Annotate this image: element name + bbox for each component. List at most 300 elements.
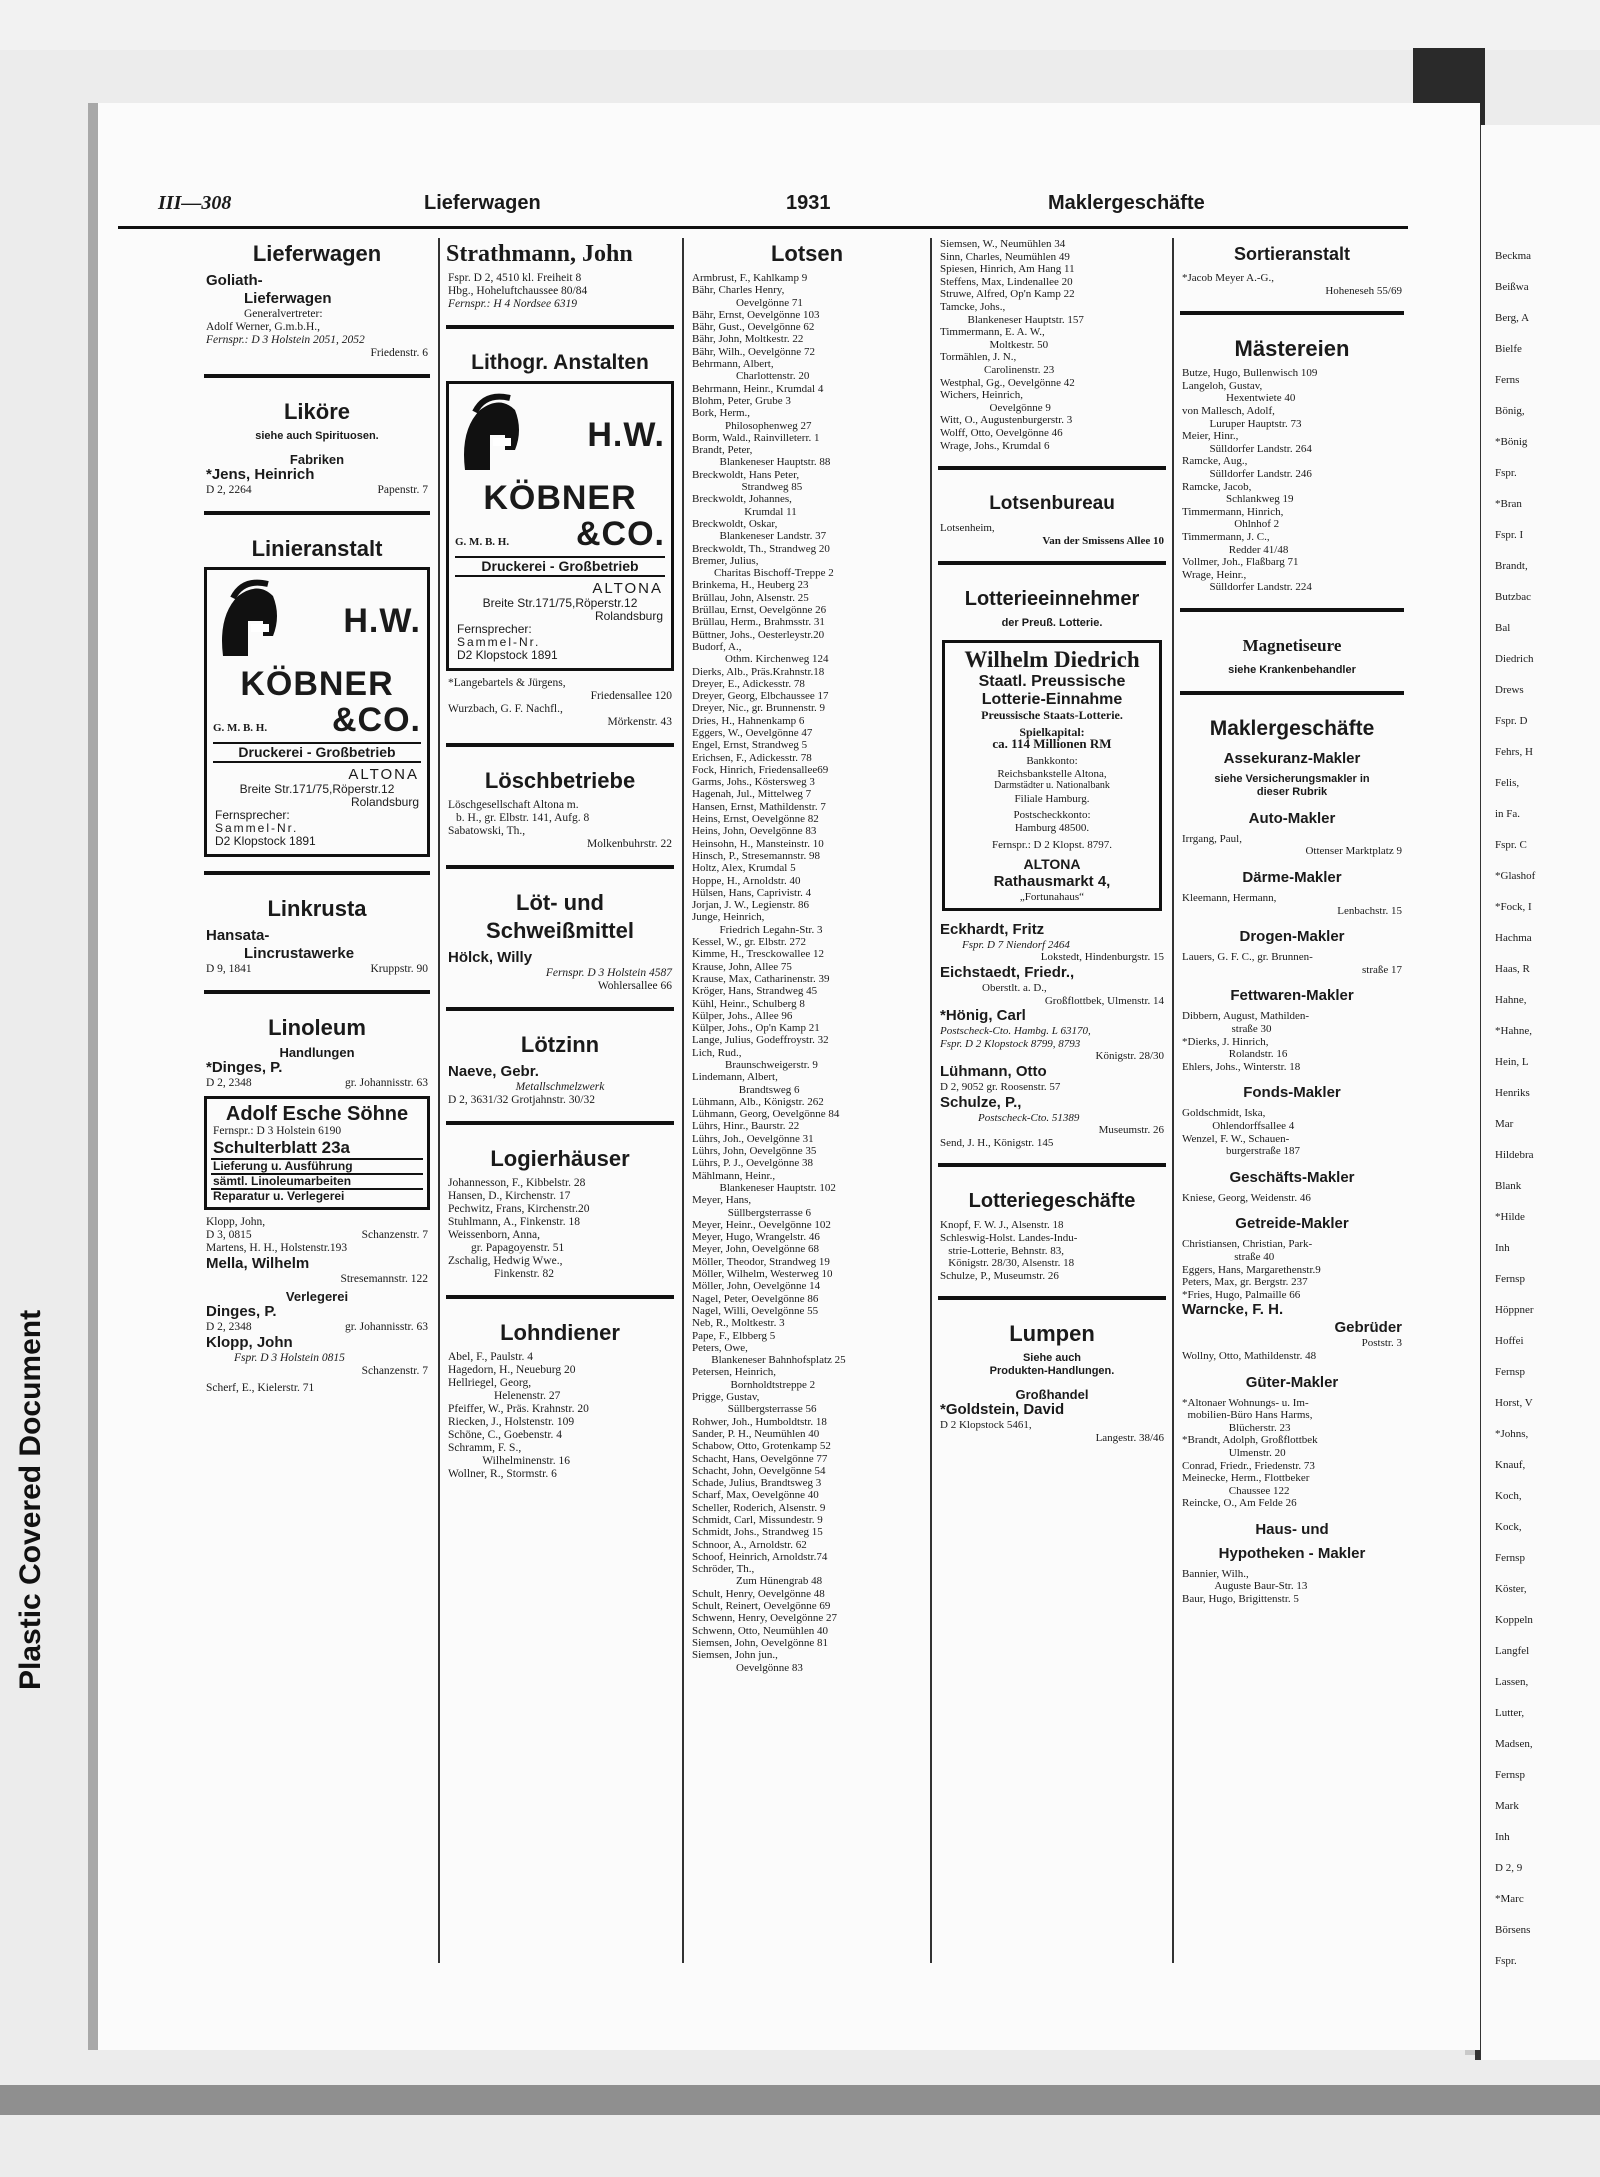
entry-line: Ottenser Marktplatz 9 xyxy=(1305,845,1402,858)
list-entry: Schleswig-Holst. Landes-Indu- xyxy=(940,1231,1078,1244)
entry-name: Hölck, Willy xyxy=(448,949,533,966)
lotse-entry: Bähr, John, Moltkestr. 22 xyxy=(692,333,804,346)
list-entry: Luruper Hauptstr. 73 xyxy=(1182,417,1302,430)
entry-line: Generalvertreter: xyxy=(244,308,323,320)
ad-line: Reichsbankstelle Altona, xyxy=(997,767,1107,780)
right-page-fragment-line: Blank xyxy=(1495,1180,1522,1192)
entry-line: Scherf, E., Kielerstr. 71 xyxy=(206,1382,315,1394)
lotse-entry: Strandweg 85 xyxy=(692,481,803,494)
fettwaren-list xyxy=(1180,1010,1404,1073)
lotse-entry: Dreyer, E., Adickesstr. 78 xyxy=(692,677,805,690)
entry-line: Metallschmelzwerk xyxy=(515,1081,605,1093)
entry-line: Schanzenstr. 7 xyxy=(361,1365,428,1377)
lotse-entry: Dreyer, Georg, Elbchaussee 17 xyxy=(692,690,829,703)
column-rule xyxy=(682,238,684,1963)
phone-number: D 2, 2264 xyxy=(206,484,252,496)
list-entry: strie-Lotterie, Behnstr. 83, xyxy=(940,1244,1065,1257)
entry-line: Hoheneseh 55/69 xyxy=(1325,284,1402,297)
lotse-entry: Krause, John, Allee 75 xyxy=(692,960,792,973)
lotse-entry: Holtz, Alex, Krumdal 5 xyxy=(692,862,796,875)
ad-firm-hw: H.W. xyxy=(343,602,421,640)
entry-line xyxy=(204,1321,430,1334)
section-divider xyxy=(446,1295,674,1299)
right-page-fragment-line: *Bran xyxy=(1495,498,1522,510)
lotse-entry: Blankeneser Bahnhofsplatz 25 xyxy=(692,1354,846,1367)
list-entry: Ehlers, Johs., Winterstr. 18 xyxy=(1182,1060,1301,1073)
entry-line: D 2, 9052 gr. Roosenstr. 57 xyxy=(940,1080,1061,1093)
lotse-entry: Philosophenweg 27 xyxy=(692,419,812,432)
entry-line: b. H., gr. Elbstr. 141, Aufg. 8 xyxy=(456,812,590,824)
list-entry: Schöne, C., Goebenstr. 4 xyxy=(448,1429,563,1441)
entry-line: Lokstedt, Hindenburgstr. 15 xyxy=(1040,951,1164,964)
lotse-entry: Dries, H., Hahnenkamp 6 xyxy=(692,714,805,727)
ad-line: Bankkonto: xyxy=(1026,755,1078,768)
lotse-entry: Schmidt, Johs., Strandweg 15 xyxy=(692,1526,823,1539)
right-page-fragment-line: Köster, xyxy=(1495,1583,1527,1595)
entry-line xyxy=(204,484,430,497)
lotse-entry: Behrmann, Heinr., Krumdal 4 xyxy=(692,382,824,395)
right-page-fragment-line: Inh xyxy=(1495,1831,1510,1843)
lotse-entry: Brandt, Peter, xyxy=(692,444,753,457)
lotse-entry: Heins, Ernst, Oevelgönne 82 xyxy=(692,813,819,826)
lotse-entry: Schacht, Hans, Oevelgönne 77 xyxy=(692,1452,828,1465)
lotse-entry: Schade, Julius, Brandtsweg 3 xyxy=(692,1477,822,1490)
lotse-entry: Rohwer, Joh., Humboldtstr. 18 xyxy=(692,1415,827,1428)
lotse-entry: Blankeneser Hauptstr. 157 xyxy=(940,313,1084,326)
section-divider xyxy=(446,743,674,747)
lotse-entry: Lührs, Joh., Oevelgönne 31 xyxy=(692,1132,814,1145)
lotse-entry: Lührs, John, Oevelgönne 35 xyxy=(692,1145,817,1158)
ad-firm-co: &CO. xyxy=(576,515,665,553)
section-divider xyxy=(446,865,674,869)
ad-firm-koebner: KÖBNER xyxy=(240,665,394,703)
lotse-entry: Breckwoldt, Johannes, xyxy=(692,493,792,506)
entry-name: Klopp, John xyxy=(206,1334,293,1351)
right-page-fragment-line: Bal xyxy=(1495,622,1511,634)
list-entry: Bannier, Wilh., xyxy=(1182,1567,1249,1580)
list-entry: gr. Papagoyenstr. 51 xyxy=(448,1242,565,1254)
lotse-entry: Breckwoldt, Oskar, xyxy=(692,517,778,530)
column-rule xyxy=(438,238,440,1963)
ad-line: ca. 114 Millionen RM xyxy=(992,736,1112,752)
list-entry: Meinecke, Herm., Flottbeker xyxy=(1182,1472,1310,1485)
lotse-entry: Armbrust, F., Kahlkamp 9 xyxy=(692,272,808,284)
lotse-entry: Büttner, Johs., Oesterleystr.20 xyxy=(692,628,825,641)
right-page-fragment-line: Fernsp xyxy=(1495,1552,1525,1564)
ad-phone: Fernsprecher: xyxy=(457,623,532,636)
column-1 xyxy=(204,238,430,1998)
entry-line xyxy=(204,963,430,976)
lotse-entry: Mählmann, Heinr., xyxy=(692,1169,776,1182)
lotse-entry: Hoppe, H., Arnoldstr. 40 xyxy=(692,874,801,887)
entry-line: Friedenstr. 6 xyxy=(370,347,428,359)
lotse-entry: Charitas Bischoff-Treppe 2 xyxy=(692,567,834,580)
entry-line: Lenbachstr. 15 xyxy=(1337,904,1402,917)
list-entry: Abel, F., Paulstr. 4 xyxy=(448,1351,534,1363)
ad-address: Breite Str.171/75,Röperstr.12 xyxy=(482,597,638,610)
list-entry: Goldschmidt, Iska, xyxy=(1182,1107,1266,1120)
list-entry: Zschalig, Hedwig Wwe., xyxy=(448,1255,563,1267)
page-header xyxy=(118,190,1408,229)
lotse-entry: Wichers, Heinrich, xyxy=(940,389,1023,402)
lotse-entry: Süllbergsterrasse 56 xyxy=(692,1403,817,1416)
entry-name: Eckhardt, Fritz xyxy=(940,920,1045,938)
right-page-fragment-line: *Hilde xyxy=(1495,1211,1525,1223)
haus-list xyxy=(1180,1568,1404,1606)
list-entry: Hagedorn, H., Neueburg 20 xyxy=(448,1364,576,1376)
right-page-fragment-line: Felis, xyxy=(1495,777,1520,789)
lotse-entry: Borm, Wald., Rainvilleterr. 1 xyxy=(692,431,820,444)
phone-number: D 2, 2348 xyxy=(206,1321,252,1333)
lotse-entry: Schacht, John, Oevelgönne 54 xyxy=(692,1464,826,1477)
subsection-title: Fonds-Makler xyxy=(1243,1084,1341,1102)
list-entry: Baur, Hugo, Brigittenstr. 5 xyxy=(1182,1593,1299,1606)
right-page-fragment-line: Hoffei xyxy=(1495,1335,1524,1347)
ad-line: Hamburg 48500. xyxy=(1014,822,1090,835)
lotse-entry: Tormählen, J. N., xyxy=(940,351,1017,364)
entry-line: Friedensallee 120 xyxy=(590,690,672,702)
list-entry: Auguste Baur-Str. 13 xyxy=(1182,1580,1308,1593)
list-entry: Dibbern, August, Mathilden- xyxy=(1182,1010,1310,1023)
ad-city: ALTONA xyxy=(592,581,663,597)
list-entry: Ohlnhof 2 xyxy=(1182,518,1280,531)
subsection-title: Fettwaren-Makler xyxy=(1230,987,1354,1005)
lotse-entry: Scharf, Max, Oevelgönne 40 xyxy=(692,1489,819,1502)
section-title: Lotteriegeschäfte xyxy=(968,1190,1136,1213)
lotse-entry: Spiesen, Hinrich, Am Hang 11 xyxy=(940,263,1075,276)
entry-line: Adolf Werner, G.m.b.H., xyxy=(206,321,321,333)
esche-advertisement xyxy=(204,1096,430,1210)
lotse-entry: Siemsen, John, Oevelgönne 81 xyxy=(692,1636,828,1649)
entry-line: Fspr. D 3 Holstein 0815 xyxy=(234,1352,345,1364)
lotse-entry: Erichsen, F., Adickesstr. 78 xyxy=(692,751,812,764)
right-page-fragment-line: D 2, 9 xyxy=(1495,1862,1523,1874)
list-entry: Redder 41/48 xyxy=(1182,543,1289,556)
lotse-entry: Külper, Johs., Allee 96 xyxy=(692,1009,793,1022)
lotse-entry: Neb, R., Moltkestr. 3 xyxy=(692,1317,785,1330)
ad-line: Reparatur u. Verlegerei xyxy=(211,1188,423,1203)
subsection-title: Güter-Makler xyxy=(1245,1373,1339,1391)
section-divider xyxy=(1180,311,1404,315)
lotse-entry: Kröger, Hans, Strandweg 45 xyxy=(692,985,818,998)
ad-logo-row xyxy=(455,390,665,480)
section-title: Lumpen xyxy=(1009,1321,1095,1347)
entry-line: Postscheck-Cto. 51389 xyxy=(978,1111,1080,1124)
ad-tagline: Druckerei - Großbetrieb xyxy=(213,742,421,763)
lotse-entry: Lindemann, Albert, xyxy=(692,1071,778,1084)
scan-top-margin xyxy=(0,0,1600,50)
right-page-fragment-line: Fernsp xyxy=(1495,1366,1525,1378)
lotsen-list xyxy=(690,272,924,1674)
right-page-text xyxy=(1481,125,1600,1968)
entry-line: Königstr. 28/30 xyxy=(1095,1050,1164,1063)
entry-line: Fernspr. D 3 Holstein 4587 xyxy=(545,967,672,979)
entry-name: *Hönig, Carl xyxy=(940,1007,1026,1025)
ad-firm: Wilhelm Diedrich xyxy=(964,647,1140,673)
entry-line: D 2, 3631/32 Grotjahnstr. 30/32 xyxy=(448,1094,595,1106)
section-title: Linoleum xyxy=(268,1015,366,1040)
entry-line: Irrgang, Paul, xyxy=(1182,832,1242,845)
subsection-title: Auto-Makler xyxy=(1248,809,1336,827)
address: Kruppstr. 90 xyxy=(370,963,428,975)
right-page-fragment-line: Berg, A xyxy=(1495,312,1530,324)
ad-firm-co: &CO. xyxy=(332,701,421,739)
right-page-fragment-line: Haas, R xyxy=(1495,963,1530,975)
section-subtitle: siehe auch Spirituosen. xyxy=(255,430,379,442)
right-page-fragment-line: Fehrs, H xyxy=(1495,746,1533,758)
lotsen-continued-list xyxy=(938,238,1166,452)
section-subtitle: Produkten-Handlungen. xyxy=(989,1365,1115,1378)
lotse-entry: Nagel, Peter, Oevelgönne 86 xyxy=(692,1292,819,1305)
list-entry: Chaussee 122 xyxy=(1182,1484,1290,1497)
lotse-entry: Othm. Kirchenweg 124 xyxy=(692,653,829,666)
right-page-fragment-line: *Hahne, xyxy=(1495,1025,1532,1037)
entry-line: Wollny, Otto, Mathildenstr. 48 xyxy=(1182,1349,1317,1362)
list-entry: Wenzel, F. W., Schauen- xyxy=(1182,1132,1290,1145)
header-year: 1931 xyxy=(786,192,831,214)
lohndiener-list xyxy=(446,1351,674,1481)
entry-name: *Jens, Heinrich xyxy=(206,466,315,483)
list-entry: burgerstraße 187 xyxy=(1182,1145,1301,1158)
column-2 xyxy=(446,238,674,1998)
ad-firm-row xyxy=(213,702,421,738)
lotse-entry: Blohm, Peter, Grube 3 xyxy=(692,394,791,407)
list-entry: *Fries, Hugo, Palmaille 66 xyxy=(1182,1288,1301,1301)
right-page-fragment-line: Mark xyxy=(1495,1800,1519,1812)
entry-name: *Goldstein, David xyxy=(940,1401,1065,1419)
lotse-entry: Engel, Ernst, Strandweg 5 xyxy=(692,739,808,752)
lotse-entry: Kühl, Heinr., Schulberg 8 xyxy=(692,997,805,1010)
section-divider xyxy=(204,990,430,994)
list-entry: Riecken, J., Holstenstr. 109 xyxy=(448,1416,575,1428)
lotse-entry: Scheller, Roderich, Alsenstr. 9 xyxy=(692,1501,826,1514)
lotse-entry: Brüllau, John, Alsenstr. 25 xyxy=(692,591,809,604)
list-entry: Stuhlmann, A., Finkenstr. 18 xyxy=(448,1216,580,1228)
list-entry: Ramcke, Jacob, xyxy=(1182,480,1252,493)
right-page-fragment-line: Hahne, xyxy=(1495,994,1527,1006)
lotse-entry: Braunschweigerstr. 9 xyxy=(692,1059,818,1071)
lotse-entry: Bähr, Charles Henry, xyxy=(692,284,785,297)
ad-line: Postscheckkonto: xyxy=(1013,809,1091,822)
lotse-entry: Fock, Hinrich, Friedensallee69 xyxy=(692,763,829,776)
section-title: Linieranstalt xyxy=(251,536,383,561)
lotse-entry: Meyer, Hans, xyxy=(692,1194,752,1207)
ad-city: ALTONA xyxy=(1023,856,1081,873)
ad-phone: Fernspr.: D 2 Klopst. 8797. xyxy=(991,838,1113,851)
right-page-fragment-line: Höppner xyxy=(1495,1304,1534,1316)
entry-line: Löschgesellschaft Altona m. xyxy=(448,799,579,811)
entry-name: Mella, Wilhelm xyxy=(206,1255,310,1272)
right-page-fragment-line: Kock, xyxy=(1495,1521,1522,1533)
lotse-entry: Bähr, Ernst, Oevelgönne 103 xyxy=(692,308,820,321)
list-entry: Eggers, Hans, Margarethenstr.9 xyxy=(1182,1263,1321,1276)
ad-firm: Adolf Esche Söhne xyxy=(225,1103,409,1125)
lotse-entry: Eggers, W., Oevelgönne 47 xyxy=(692,726,813,739)
right-page-fragment-line: Lassen, xyxy=(1495,1676,1529,1688)
entry-line xyxy=(204,1229,430,1242)
lotse-entry: Süllbergsterrasse 6 xyxy=(692,1206,811,1219)
section-title: Mästereien xyxy=(1234,336,1350,362)
list-entry: Ohlendorffsallee 4 xyxy=(1182,1120,1295,1132)
lotse-entry: Hagenah, Jul., Mittelweg 7 xyxy=(692,788,812,801)
list-entry: Hexentwiete 40 xyxy=(1182,392,1296,405)
lotse-entry: Jorjan, J. W., Legienstr. 86 xyxy=(692,899,810,912)
lotse-entry: Dierks, Alb., Präs.Krahnstr.18 xyxy=(692,665,825,678)
page-number: III—308 xyxy=(158,192,232,214)
lotse-entry: Tamcke, Johs., xyxy=(940,300,1006,313)
phone-number: D 3, 0815 xyxy=(206,1229,252,1241)
entry-line: Van der Smissens Allee 10 xyxy=(1042,534,1164,547)
subsection-title: Fabriken xyxy=(289,452,345,467)
lotse-entry: Bornholdtstreppe 2 xyxy=(692,1378,816,1391)
ad-firm-koebner: KÖBNER xyxy=(483,479,637,517)
address: gr. Johannisstr. 63 xyxy=(344,1321,428,1333)
lotse-entry: Moltkestr. 50 xyxy=(940,338,1049,351)
lotse-entry: Budorf, A., xyxy=(692,640,742,653)
ad-phone: D2 Klopstock 1891 xyxy=(457,649,558,662)
section-title: Lotterieeinnehmer xyxy=(964,588,1140,611)
right-page-fragment-line: Langfel xyxy=(1495,1645,1530,1657)
section-title: Magnetiseure xyxy=(1242,635,1342,655)
lotse-entry: Blankeneser Landstr. 37 xyxy=(692,530,827,543)
entry-line: Fernspr.: D 3 Holstein 2051, 2052 xyxy=(206,334,365,346)
list-entry: Schramm, F. S., xyxy=(448,1442,522,1454)
lotse-entry: Brinkema, H., Heuberg 23 xyxy=(692,579,809,592)
entry-line: Stresemannstr. 122 xyxy=(340,1273,428,1285)
entry-line: Hbg., Hoheluftchaussee 80/84 xyxy=(448,285,588,297)
entry-line: Kniese, Georg, Weidenstr. 46 xyxy=(1182,1191,1311,1204)
subsection-title: Haus- und xyxy=(1255,1520,1329,1538)
entry-line: Lotsenheim, xyxy=(940,522,995,535)
logier-list xyxy=(446,1177,674,1281)
list-entry: Sülldorfer Landstr. 264 xyxy=(1182,442,1312,455)
right-page-fragment-line: Koppeln xyxy=(1495,1614,1533,1626)
entry-name: Dinges, P. xyxy=(206,1303,277,1320)
lotse-entry: Pape, F., Elbberg 5 xyxy=(692,1329,776,1342)
right-page-fragment-line: Fspr. xyxy=(1495,1955,1517,1967)
entry-name: Goliath- xyxy=(206,272,263,289)
ad-line: Lotterie-Einnahme xyxy=(981,691,1123,709)
list-entry: Peters, Max, gr. Bergstr. 237 xyxy=(1182,1276,1308,1289)
column-5 xyxy=(1180,238,1404,1998)
lotse-entry: Hülsen, Hans, Caprivistr. 4 xyxy=(692,886,812,899)
phone-number: D 9, 1841 xyxy=(206,963,252,975)
ad-address: Rathausmarkt 4, xyxy=(993,873,1111,891)
koebner-advertisement xyxy=(446,381,674,671)
ad-phone: Fernsprecher: xyxy=(215,809,290,822)
lotse-entry: Carolinenstr. 23 xyxy=(940,363,1055,376)
list-entry: Meier, Hinr., xyxy=(1182,430,1239,443)
list-entry: Helenenstr. 27 xyxy=(448,1390,561,1402)
right-page-fragment-line: Inh xyxy=(1495,1242,1510,1254)
entry-line xyxy=(204,1077,430,1090)
section-title: Lotsen xyxy=(770,241,844,266)
lotse-entry: Breckwoldt, Hans Peter, xyxy=(692,468,800,481)
entry-name: Strathmann, John xyxy=(446,241,633,267)
lotse-entry: Schult, Henry, Oevelgönne 48 xyxy=(692,1587,825,1600)
list-entry: Wollner, R., Stormstr. 6 xyxy=(448,1468,557,1480)
section-subtitle: siehe Versicherungsmakler in xyxy=(1214,772,1370,785)
phone-number: D 2, 2348 xyxy=(206,1077,252,1089)
lotse-entry: Brüllau, Ernst, Oevelgönne 26 xyxy=(692,604,827,617)
list-entry: Sülldorfer Landstr. 246 xyxy=(1182,467,1312,480)
lotse-entry: Bähr, Wilh., Oevelgönne 72 xyxy=(692,345,815,358)
diedrich-advertisement xyxy=(942,640,1162,911)
right-page-fragment-line: *Glashof xyxy=(1495,870,1536,882)
right-page-fragment-line: Lutter, xyxy=(1495,1707,1525,1719)
lotse-entry: Meyer, Heinr., Oevelgönne 102 xyxy=(692,1218,831,1231)
entry-line: *Langebartels & Jürgens, xyxy=(448,677,566,689)
scan-bottom-margin xyxy=(0,2085,1600,2115)
lotse-entry: Zum Hünengrab 48 xyxy=(692,1575,823,1588)
list-entry: Conrad, Friedr., Friedenstr. 73 xyxy=(1182,1459,1315,1472)
lotse-entry: Behrmann, Albert, xyxy=(692,358,774,371)
subsection-title: Verlegerei xyxy=(285,1289,349,1304)
plastic-covered-label: Plastic Covered Document xyxy=(14,1309,47,1690)
entry-line: Mörkenstr. 43 xyxy=(607,716,672,728)
list-entry: Johannesson, F., Kibbelstr. 28 xyxy=(448,1177,586,1189)
right-page-fragment-line: Fernsp xyxy=(1495,1273,1525,1285)
ad-logo-row xyxy=(213,576,421,666)
section-title: Löt- und xyxy=(516,890,604,915)
column-3 xyxy=(690,238,924,1998)
right-page-fragment-line: Henriks xyxy=(1495,1087,1530,1099)
section-title: Löschbetriebe xyxy=(484,768,636,793)
ad-address: Breite Str.171/75,Röperstr.12 xyxy=(239,783,395,796)
entry-name: Lühmann, Otto xyxy=(940,1062,1047,1080)
section-divider xyxy=(446,325,674,329)
right-page-fragment-line: Hachma xyxy=(1495,932,1532,944)
lotse-entry: Heins, John, Oevelgönne 83 xyxy=(692,825,817,838)
list-entry: Timmermann, Hinrich, xyxy=(1182,505,1284,518)
section-title: Maklergeschäfte xyxy=(1209,716,1375,740)
lotse-entry: Schnoor, A., Arnoldstr. 62 xyxy=(692,1538,807,1551)
right-page-fragment-line: Hein, L xyxy=(1495,1056,1529,1068)
lotse-entry: Möller, Wilhelm, Westerweg 10 xyxy=(692,1268,833,1281)
entry-line: Oberstlt. a. D., xyxy=(982,982,1047,994)
lotse-entry: Bork, Herm., xyxy=(692,407,751,420)
lotse-entry: Struwe, Alfred, Op'n Kamp 22 xyxy=(940,288,1075,301)
section-subtitle: der Preuß. Lotterie. xyxy=(1001,617,1103,630)
ad-firm-row xyxy=(455,516,665,552)
section-title: Liköre xyxy=(283,399,351,424)
right-page-fragment-line: Mar xyxy=(1495,1118,1514,1130)
list-entry: Pfeiffer, W., Präs. Krahnstr. 20 xyxy=(448,1403,589,1415)
fonds-list xyxy=(1180,1107,1404,1157)
entry-name: Lincrustawerke xyxy=(244,945,355,962)
entry-line: Postscheck-Cto. Hambg. L 63170, xyxy=(940,1025,1091,1038)
lotse-entry: Petersen, Heinrich, xyxy=(692,1366,776,1379)
section-subtitle: Siehe auch xyxy=(1022,1352,1082,1365)
lotse-entry: Bähr, Gust., Oevelgönne 62 xyxy=(692,321,815,334)
ad-gmbh: G. M. B. H. xyxy=(455,536,510,548)
lotse-entry: Meyer, Hugo, Wrangelstr. 46 xyxy=(692,1231,820,1244)
lotse-entry: Kimme, H., Tresckowallee 12 xyxy=(692,948,824,961)
entry-line: Poststr. 3 xyxy=(1361,1337,1402,1350)
lotse-entry: Lührs, Hinr., Baurstr. 22 xyxy=(692,1120,800,1133)
maestereien-list xyxy=(1180,367,1404,594)
right-page-fragment-line: Bielfe xyxy=(1495,343,1522,355)
list-entry: Vollmer, Joh., Flaßbarg 71 xyxy=(1182,556,1299,569)
section-subtitle: siehe Krankenbehandler xyxy=(1228,663,1356,676)
section-title: Lieferwagen xyxy=(252,241,382,266)
lotse-entry: Hansen, Ernst, Mathildenstr. 7 xyxy=(692,800,826,813)
entry-line: Lauers, G. F. C., gr. Brunnen- xyxy=(1182,951,1313,964)
entry-name: Eichstaedt, Friedr., xyxy=(940,964,1075,981)
right-page-fragment-line: Koch, xyxy=(1495,1490,1522,1502)
lotse-entry: Hinsch, P., Stresemannstr. 98 xyxy=(692,849,821,862)
lotse-entry: Bremer, Julius, xyxy=(692,554,759,567)
